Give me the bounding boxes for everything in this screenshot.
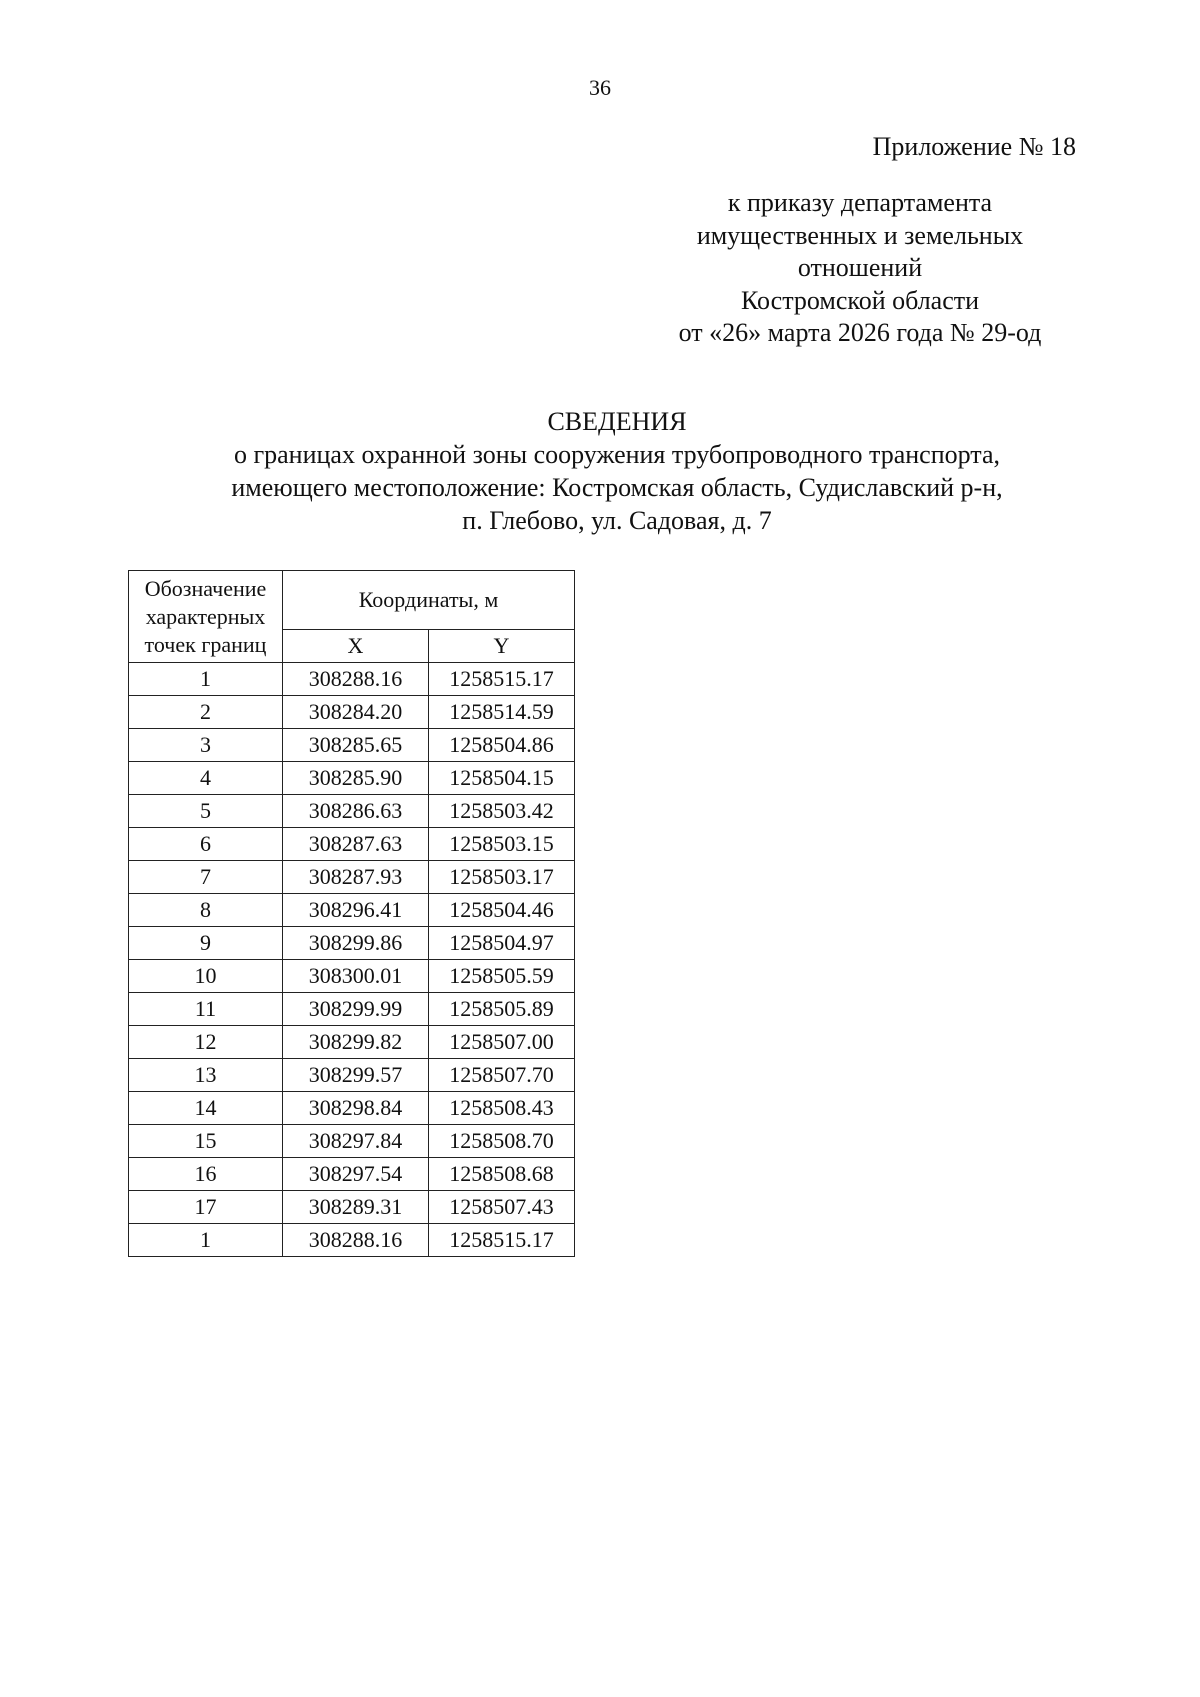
cell-y: 1258503.15	[429, 828, 575, 861]
cell-x: 308299.57	[283, 1059, 429, 1092]
cell-y: 1258504.46	[429, 894, 575, 927]
table-row	[129, 1059, 575, 1092]
cell-y: 1258508.43	[429, 1092, 575, 1125]
cell-x: 308297.84	[283, 1125, 429, 1158]
cell-point: 6	[129, 828, 283, 861]
cell-x: 308286.63	[283, 795, 429, 828]
cell-y: 1258504.15	[429, 762, 575, 795]
table-row	[129, 1125, 575, 1158]
cell-y: 1258505.59	[429, 960, 575, 993]
cell-point: 5	[129, 795, 283, 828]
cell-x: 308288.16	[283, 663, 429, 696]
document-heading: СВЕДЕНИЯ	[547, 407, 687, 436]
table-row	[129, 861, 575, 894]
cell-point: 8	[129, 894, 283, 927]
cell-x: 308288.16	[283, 1224, 429, 1257]
table-row	[129, 960, 575, 993]
cell-point: 2	[129, 696, 283, 729]
table-row	[129, 927, 575, 960]
cell-point: 9	[129, 927, 283, 960]
page-number: 36	[589, 75, 611, 100]
appendix-title: Приложение № 18	[872, 132, 1076, 161]
document-subtitle-line: имеющего местоположение: Костромская область, Судиславский р-н,	[231, 473, 1003, 502]
cell-x: 308285.65	[283, 729, 429, 762]
cell-y: 1258508.70	[429, 1125, 575, 1158]
cell-x: 308285.90	[283, 762, 429, 795]
order-reference-line: от «26» марта 2026 года № 29-од	[678, 318, 1042, 347]
header-coordinates: Координаты, м	[283, 571, 575, 630]
table-row	[129, 663, 575, 696]
cell-point: 1	[129, 1224, 283, 1257]
cell-y: 1258515.17	[429, 663, 575, 696]
cell-x: 308284.20	[283, 696, 429, 729]
cell-point: 15	[129, 1125, 283, 1158]
order-reference-line: к приказу департамента	[727, 188, 993, 217]
table-row	[129, 1191, 575, 1224]
table-row	[129, 1026, 575, 1059]
cell-point: 3	[129, 729, 283, 762]
cell-point: 17	[129, 1191, 283, 1224]
order-reference-line: отношений	[797, 253, 923, 282]
cell-point: 14	[129, 1092, 283, 1125]
cell-point: 11	[129, 993, 283, 1026]
document-subtitle	[0, 438, 1200, 537]
cell-point: 10	[129, 960, 283, 993]
cell-y: 1258507.00	[429, 1026, 575, 1059]
header-y: Y	[429, 630, 575, 663]
cell-x: 308300.01	[283, 960, 429, 993]
cell-point: 13	[129, 1059, 283, 1092]
cell-x: 308299.82	[283, 1026, 429, 1059]
table-row	[129, 993, 575, 1026]
cell-x: 308298.84	[283, 1092, 429, 1125]
order-reference-line: имущественных и земельных	[696, 220, 1024, 250]
cell-x: 308287.93	[283, 861, 429, 894]
header-x: X	[283, 630, 429, 663]
cell-y: 1258515.17	[429, 1224, 575, 1257]
cell-y: 1258507.70	[429, 1059, 575, 1092]
cell-y: 1258508.68	[429, 1158, 575, 1191]
table-row	[129, 894, 575, 927]
cell-x: 308289.31	[283, 1191, 429, 1224]
table-row	[129, 729, 575, 762]
cell-y: 1258504.97	[429, 927, 575, 960]
cell-y: 1258504.86	[429, 729, 575, 762]
document-subtitle-line: п. Глебово, ул. Садовая, д. 7	[462, 506, 772, 535]
cell-point: 4	[129, 762, 283, 795]
table-row	[129, 1158, 575, 1191]
table-header-row	[129, 571, 575, 630]
table-row	[129, 828, 575, 861]
cell-point: 1	[129, 663, 283, 696]
header-point-designation: Обозначение характерных точек границ	[129, 571, 283, 663]
cell-y: 1258503.42	[429, 795, 575, 828]
cell-x: 308296.41	[283, 894, 429, 927]
table-row	[129, 795, 575, 828]
table-row	[129, 762, 575, 795]
cell-y: 1258514.59	[429, 696, 575, 729]
cell-point: 12	[129, 1026, 283, 1059]
cell-x: 308297.54	[283, 1158, 429, 1191]
coordinates-table	[128, 570, 575, 1257]
table-row	[129, 1092, 575, 1125]
cell-point: 16	[129, 1158, 283, 1191]
cell-y: 1258505.89	[429, 993, 575, 1026]
cell-x: 308299.86	[283, 927, 429, 960]
cell-x: 308287.63	[283, 828, 429, 861]
coordinates-table-body	[129, 571, 575, 1257]
cell-y: 1258503.17	[429, 861, 575, 894]
cell-y: 1258507.43	[429, 1191, 575, 1224]
table-row	[129, 696, 575, 729]
table-row	[129, 1224, 575, 1257]
order-reference-line: Костромской области	[740, 285, 980, 315]
cell-point: 7	[129, 861, 283, 894]
order-reference	[620, 187, 1100, 350]
document-subtitle-line: о границах охранной зоны сооружения трубопроводного транспорта,	[233, 440, 1001, 469]
cell-x: 308299.99	[283, 993, 429, 1026]
